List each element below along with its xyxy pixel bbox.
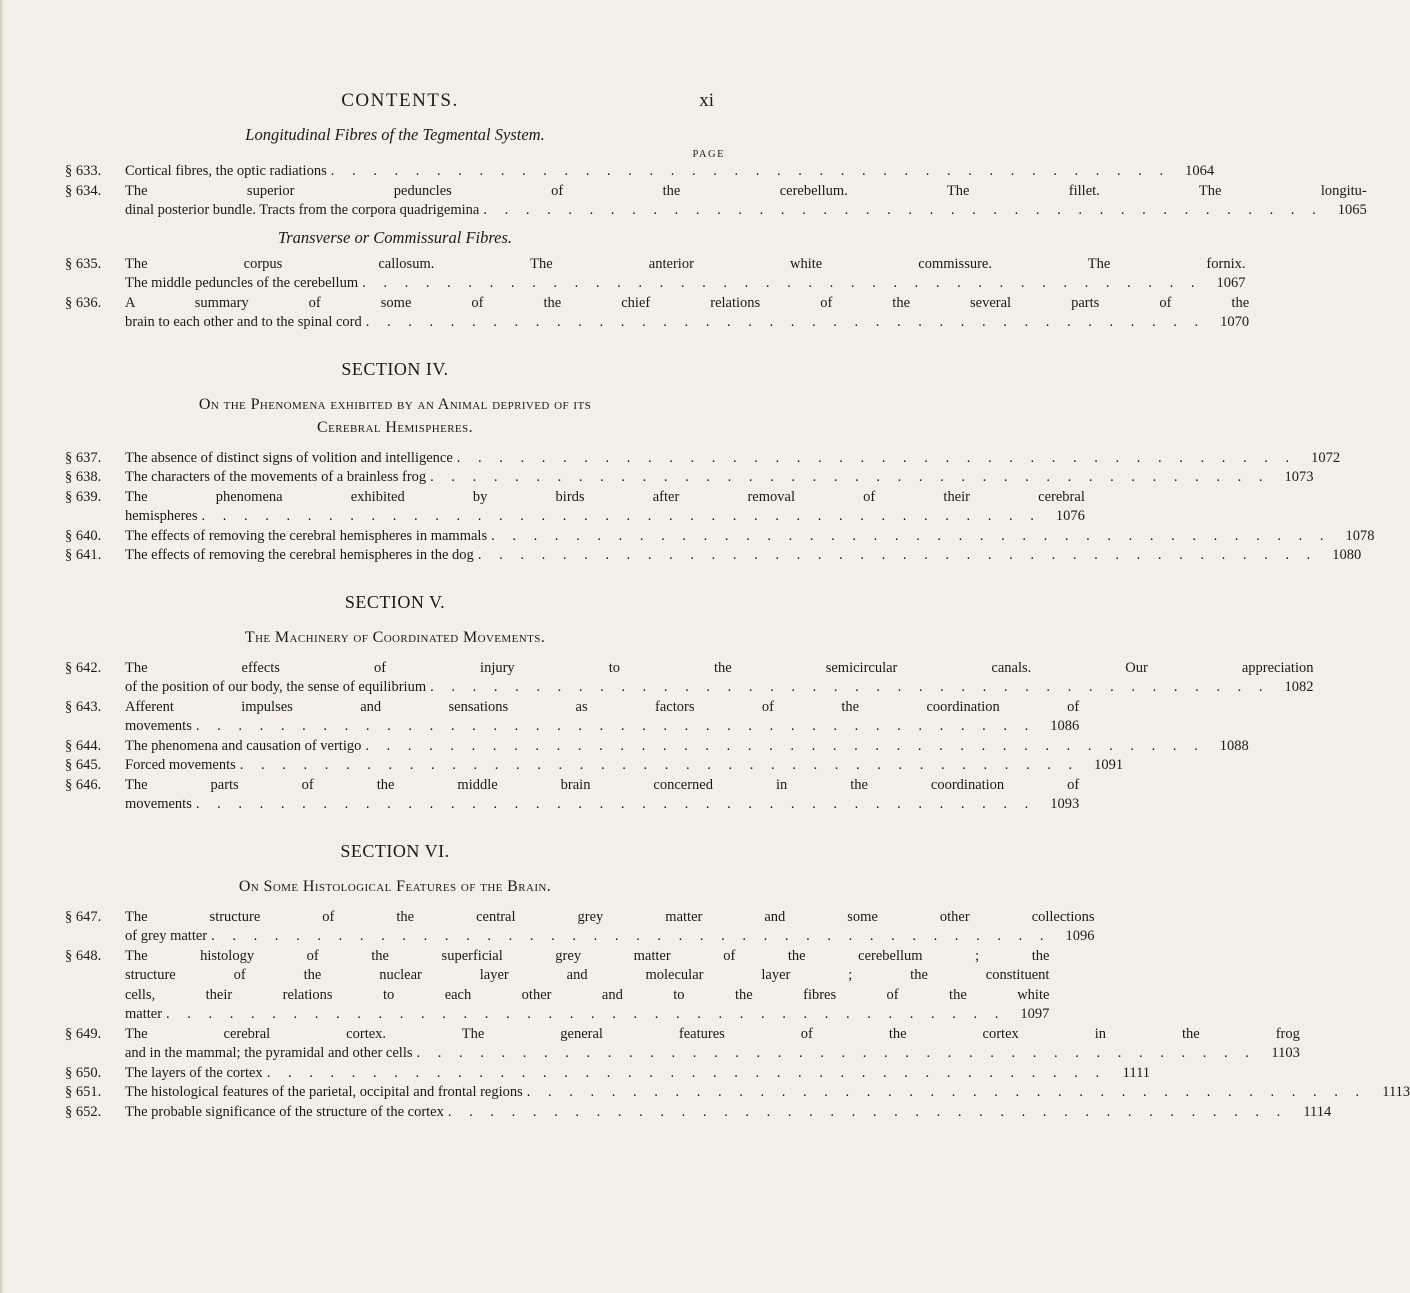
entry-line: The middle peduncles of the cerebellum [125, 275, 359, 291]
page-ref: 1065 [1337, 202, 1367, 218]
entry-last-line [125, 717, 1079, 737]
page-column-label: PAGE [692, 149, 725, 160]
entry-line: structure of the nuclear layer and molecular layer ; the constituent [125, 967, 1050, 983]
toc-entry [65, 908, 1095, 947]
page-ref: 1103 [1271, 1045, 1300, 1061]
toc-entry [65, 737, 1249, 757]
dot-leader [236, 756, 1079, 776]
entry-text [125, 546, 1361, 566]
entry-last-line [125, 201, 1367, 221]
entry-text [125, 488, 1085, 527]
dot-leader [444, 1103, 1287, 1123]
toc-entry [65, 776, 1080, 815]
entry-line: Cortical fibres, the optic radiations [125, 163, 327, 179]
entry-text [125, 162, 1214, 182]
page-number: xi [699, 90, 714, 111]
dot-leader [453, 449, 1296, 469]
page-ref: 1078 [1345, 527, 1375, 544]
entry-line: The characters of the movements of a brainless frog [125, 469, 427, 485]
entry-last-line [125, 927, 1095, 947]
section-number: § 634. [65, 182, 102, 199]
entry-text [125, 449, 1340, 469]
toc-entry [65, 1103, 1332, 1123]
page-title: CONTENTS. [341, 90, 459, 111]
dot-leader [426, 678, 1269, 698]
entry-text [125, 908, 1095, 947]
section-number: § 633. [65, 163, 102, 179]
section-heading: SECTION IV. [341, 358, 449, 379]
entry-text [125, 255, 1246, 294]
toc-entry [65, 527, 1375, 547]
entry-text [125, 527, 1374, 547]
entry-text [125, 659, 1313, 698]
entry-line: The effects of removing the cerebral hemispheres in the dog [125, 547, 474, 563]
page-ref: 1064 [1185, 163, 1215, 179]
entry-line: The phenomena and causation of vertigo [125, 737, 362, 754]
entry-line: movements [125, 718, 192, 734]
entry-last-line [125, 1083, 1410, 1103]
section-title [65, 393, 725, 439]
section-heading: SECTION VI. [340, 840, 450, 861]
entry-line: of the position of our body, the sense of equilibrium [125, 679, 427, 695]
subsection-heading: Longitudinal Fibres of the Tegmental System. [245, 125, 545, 144]
section-number: § 641. [65, 547, 102, 563]
entry-text [125, 737, 1249, 757]
entry-last-line [125, 1103, 1331, 1123]
entry-last-line [125, 468, 1314, 488]
entry-last-line [125, 795, 1079, 815]
entry-last-line [125, 162, 1214, 182]
dot-leader [426, 468, 1269, 488]
entry-line: The corpus callosum. The anterior white commissure. The fornix. [125, 255, 1246, 272]
section-number: § 650. [65, 1064, 102, 1081]
page-ref: 1080 [1332, 547, 1362, 563]
page-ref: 1067 [1216, 275, 1246, 291]
entry-text [125, 947, 1049, 1025]
toc-entry [65, 449, 1341, 469]
entry-line: Forced movements [125, 757, 236, 773]
dot-leader [192, 717, 1035, 737]
toc-entry [65, 659, 1314, 698]
section-title: On Some Histological Features of the Brain. [238, 877, 552, 895]
toc-entry [65, 756, 1124, 776]
entry-last-line [125, 1005, 1049, 1025]
page-ref: 1114 [1303, 1103, 1332, 1120]
entry-line: matter [125, 1006, 163, 1022]
entry-text [125, 1103, 1331, 1123]
dot-leader [413, 1044, 1256, 1064]
entry-text [125, 756, 1123, 776]
toc-entry [65, 546, 1362, 566]
entry-line: The superior peduncles of the cerebellum. The fillet. The longitu- [125, 182, 1367, 199]
entry-line: cells, their relations to each other and to the fibres of the white [125, 986, 1050, 1003]
toc-entry [65, 182, 1367, 221]
entry-line: The parts of the middle brain concerned in the coordination of [125, 776, 1080, 793]
entry-text [125, 698, 1079, 737]
page-ref: 1111 [1122, 1064, 1151, 1081]
section-heading: SECTION V. [344, 591, 446, 612]
page-ref: 1076 [1055, 508, 1085, 524]
entry-text [125, 1025, 1300, 1064]
entry-line: The probable significance of the structure of the cortex [125, 1103, 444, 1120]
entry-line: and in the mammal; the pyramidal and other cells [125, 1045, 413, 1061]
section-number: § 645. [65, 757, 102, 773]
entry-last-line [125, 678, 1313, 698]
dot-leader [192, 795, 1035, 815]
running-head [0, 88, 800, 118]
entry-last-line [125, 274, 1246, 294]
dot-leader [474, 546, 1317, 566]
entry-line: Afferent impulses and sensations as factors of the coordination of [125, 698, 1080, 715]
entry-line: The cerebral cortex. The general features of the cortex in the frog [125, 1025, 1300, 1042]
dot-leader [207, 927, 1050, 947]
entry-last-line [125, 507, 1085, 527]
entry-line: The effects of injury to the semicircular canals. Our appreciation [125, 659, 1314, 676]
section-number: § 644. [65, 737, 102, 754]
dot-leader [358, 274, 1201, 294]
page-ref: 1073 [1284, 469, 1314, 485]
section-title-line: Cerebral Hemispheres. [317, 418, 473, 436]
toc-entry [65, 698, 1080, 737]
entry-last-line [125, 1064, 1150, 1084]
entry-last-line [125, 546, 1361, 566]
toc-entry [65, 488, 1085, 527]
section-number: § 637. [65, 449, 102, 466]
section-number: § 652. [65, 1103, 102, 1120]
section-title: The Machinery of Coordinated Movements. [244, 628, 546, 646]
page-ref: 1096 [1065, 928, 1095, 944]
entry-line: A summary of some of the chief relations of the several parts of the [125, 294, 1250, 311]
entry-line: The effects of removing the cerebral hemispheres in mammals [125, 527, 488, 544]
entry-line: of grey matter [125, 928, 208, 944]
page-ref: 1082 [1284, 679, 1314, 695]
toc-entry [65, 947, 1050, 1025]
toc-entry [65, 1064, 1151, 1084]
section-title-line: On the Phenomena exhibited by an Animal deprived of its [198, 395, 592, 413]
page-ref: 1070 [1220, 314, 1250, 330]
entry-text [125, 468, 1314, 488]
section-number: § 647. [65, 908, 102, 925]
section-number: § 635. [65, 255, 102, 272]
page-ref: 1072 [1311, 449, 1341, 466]
dot-leader [479, 201, 1322, 221]
toc-entry [65, 1025, 1300, 1064]
contents-body [65, 124, 1410, 1122]
dot-leader [487, 527, 1330, 547]
entry-last-line [125, 449, 1340, 469]
toc-entry [65, 294, 1250, 333]
section-number: § 643. [65, 698, 102, 715]
dot-leader [263, 1064, 1106, 1084]
subsection-heading: Transverse or Commissural Fibres. [277, 227, 513, 247]
entry-text [125, 182, 1367, 221]
page-ref: 1097 [1020, 1006, 1050, 1022]
entry-line: The layers of the cortex [125, 1064, 263, 1081]
section-number: § 649. [65, 1025, 102, 1042]
toc-entry [65, 162, 1215, 182]
toc-entry [65, 1083, 1410, 1103]
entry-line: brain to each other and to the spinal cord [125, 314, 362, 330]
page-edge-shadow [0, 0, 4, 1293]
dot-leader [523, 1083, 1366, 1103]
entry-last-line [125, 313, 1249, 333]
toc-entry [65, 468, 1314, 488]
section-number: § 651. [65, 1084, 102, 1100]
entry-line: The structure of the central grey matter and some other collections [125, 908, 1095, 925]
page-ref: 1091 [1094, 757, 1124, 773]
dot-leader [362, 313, 1205, 333]
toc-entry [65, 255, 1246, 294]
entry-line: dinal posterior bundle. Tracts from the corpora quadrigemina [125, 202, 480, 218]
section-number: § 639. [65, 488, 102, 505]
entry-text [125, 1083, 1410, 1103]
entry-line: The histological features of the parietal, occipital and frontal regions [125, 1084, 523, 1100]
entry-text [125, 776, 1079, 815]
entry-line: The phenomena exhibited by birds after removal of their cerebral [125, 488, 1085, 505]
page-ref: 1088 [1219, 737, 1249, 754]
entry-last-line [125, 527, 1374, 547]
section-number: § 636. [65, 294, 102, 311]
section-number: § 638. [65, 469, 102, 485]
dot-leader [361, 737, 1204, 757]
dot-leader [197, 507, 1040, 527]
section-number: § 642. [65, 659, 102, 676]
dot-leader [327, 162, 1170, 182]
entry-line: The histology of the superficial grey matter of the cerebellum ; the [125, 947, 1050, 964]
page-ref: 1113 [1382, 1084, 1410, 1100]
entry-last-line [125, 737, 1249, 757]
dot-leader [162, 1005, 1005, 1025]
entry-line: hemispheres [125, 508, 198, 524]
page-ref: 1086 [1050, 718, 1080, 734]
page-ref: 1093 [1050, 796, 1080, 812]
entry-last-line [125, 1044, 1300, 1064]
section-number: § 648. [65, 947, 102, 964]
section-number: § 646. [65, 776, 102, 793]
entry-line: movements [125, 796, 192, 812]
entry-text [125, 294, 1249, 333]
entry-line: The absence of distinct signs of volition and intelligence [125, 449, 453, 466]
section-number: § 640. [65, 527, 102, 544]
entry-text [125, 1064, 1150, 1084]
entry-last-line [125, 756, 1123, 776]
